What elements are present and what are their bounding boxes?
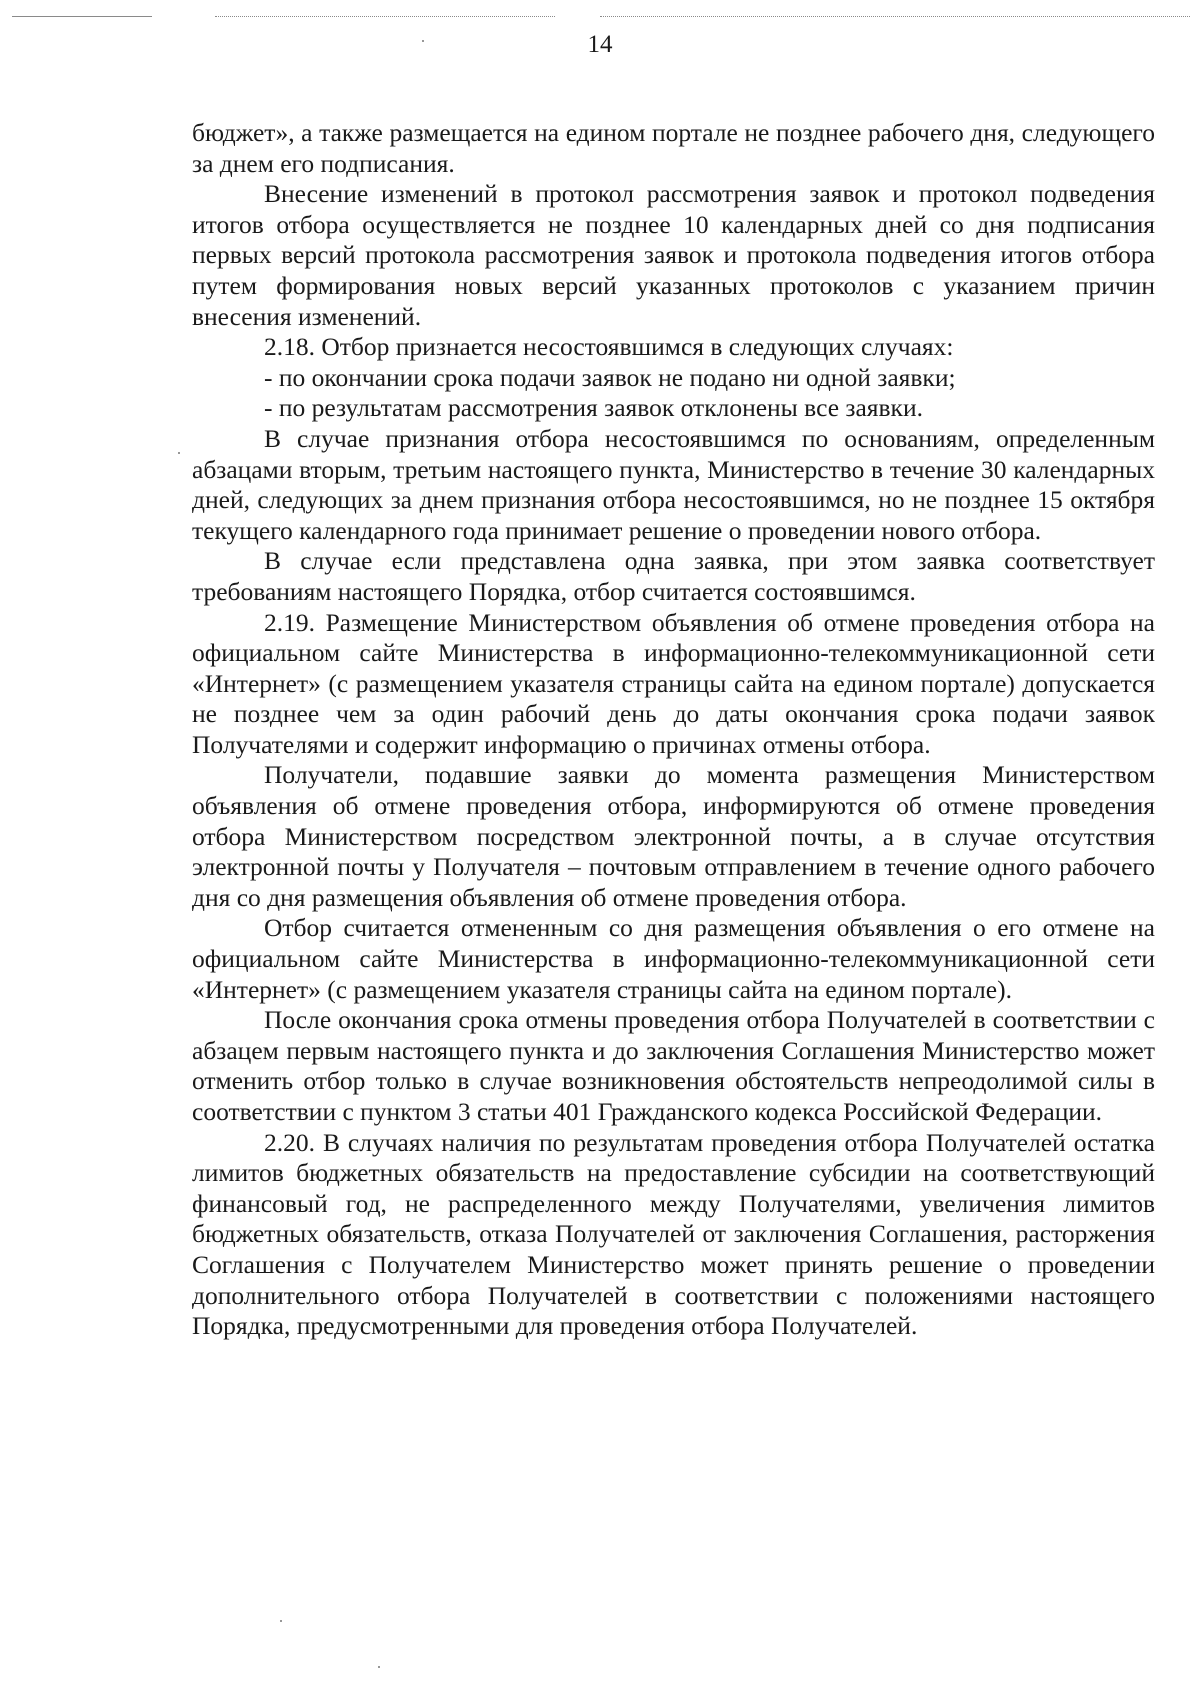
paragraph: В случае признания отбора несостоявшимся по основаниям, определенным абзацами вторым, третьим настоящего пункта, Министерство в течение 30 календарных дней, следующих за днем признания отбора несостоявшимся, но не позднее 15 октября текущего календарного года принимает решение о проведении нового отбора. <box>192 423 1155 545</box>
page-number: 14 <box>587 31 613 58</box>
document-body <box>192 118 1155 1342</box>
list-item: - по окончании срока подачи заявок не подано ни одной заявки; <box>264 362 956 392</box>
section-2-19: 2.19. Размещение Министерством объявления об отмене проведения отбора на официальном сайте Министерства в информационно-телекоммуникационной сети «Интернет» (с размещением указателя страницы сайта на едином портале) допускается не позднее чем за один рабочий день до даты окончания срока подачи заявок Получателями и содержит информацию о причинах отмены отбора. <box>192 607 1155 759</box>
list-item: - по результатам рассмотрения заявок отклонены все заявки. <box>264 393 923 423</box>
scan-edge-line <box>12 16 152 17</box>
paragraph: Получатели, подавшие заявки до момента размещения Министерством объявления об отмене проведения отбора, информируются об отмене проведения отбора Министерством посредством электронной почты, а в случае отсутствия электронной почты у Получателя – почтовым отправлением в течение одного рабочего дня со дня размещения объявления об отмене проведения отбора. <box>192 760 1155 912</box>
scan-speck <box>378 1666 380 1668</box>
paragraph: После окончания срока отмены проведения отбора Получателей в соответствии с абзацем первым настоящего пункта и до заключения Соглашения Министерство может отменить отбор только в случае возникновения обстоятельств непреодолимой силы в соответствии с пунктом 3 статьи 401 Гражданского кодекса Российской Федерации. <box>192 1005 1155 1126</box>
section-heading-2-18: 2.18. Отбор признается несостоявшимся в следующих случаях: <box>264 332 954 362</box>
scan-edge-line <box>600 16 1190 17</box>
scan-edge-line <box>215 16 555 17</box>
scan-speck <box>178 452 180 454</box>
paragraph: Внесение изменений в протокол рассмотрения заявок и протокол подведения итогов отбора осуществляется не позднее 10 календарных дней со дня подписания первых версий протокола рассмотрения заявок и протокола подведения итогов отбора путем формирования новых версий указанных протоколов с указанием причин внесения изменений. <box>192 179 1155 331</box>
paragraph: бюджет», а также размещается на едином портале не позднее рабочего дня, следующего за днем его подписания. <box>192 118 1155 178</box>
scan-speck <box>422 40 424 42</box>
paragraph: Отбор считается отмененным со дня размещения объявления о его отмене на официальном сайте Министерства в информационно-телекоммуникационной сети «Интернет» (с размещением указателя страницы сайта на едином портале). <box>192 913 1155 1004</box>
paragraph: В случае если представлена одна заявка, при этом заявка соответствует требованиям настоящего Порядка, отбор считается состоявшимся. <box>192 546 1155 606</box>
section-2-20: 2.20. В случаях наличия по результатам проведения отбора Получателей остатка лимитов бюджетных обязательств на предоставление субсидии на соответствующий финансовый год, не распределенного между Получателями, увеличения лимитов бюджетных обязательств, отказа Получателей от заключения Соглашения, расторжения Соглашения с Получателем Министерство может принять решение о проведении дополнительного отбора Получателей в соответствии с положениями настоящего Порядка, предусмотренными для проведения отбора Получателей. <box>192 1127 1155 1341</box>
scan-speck <box>280 1620 282 1622</box>
